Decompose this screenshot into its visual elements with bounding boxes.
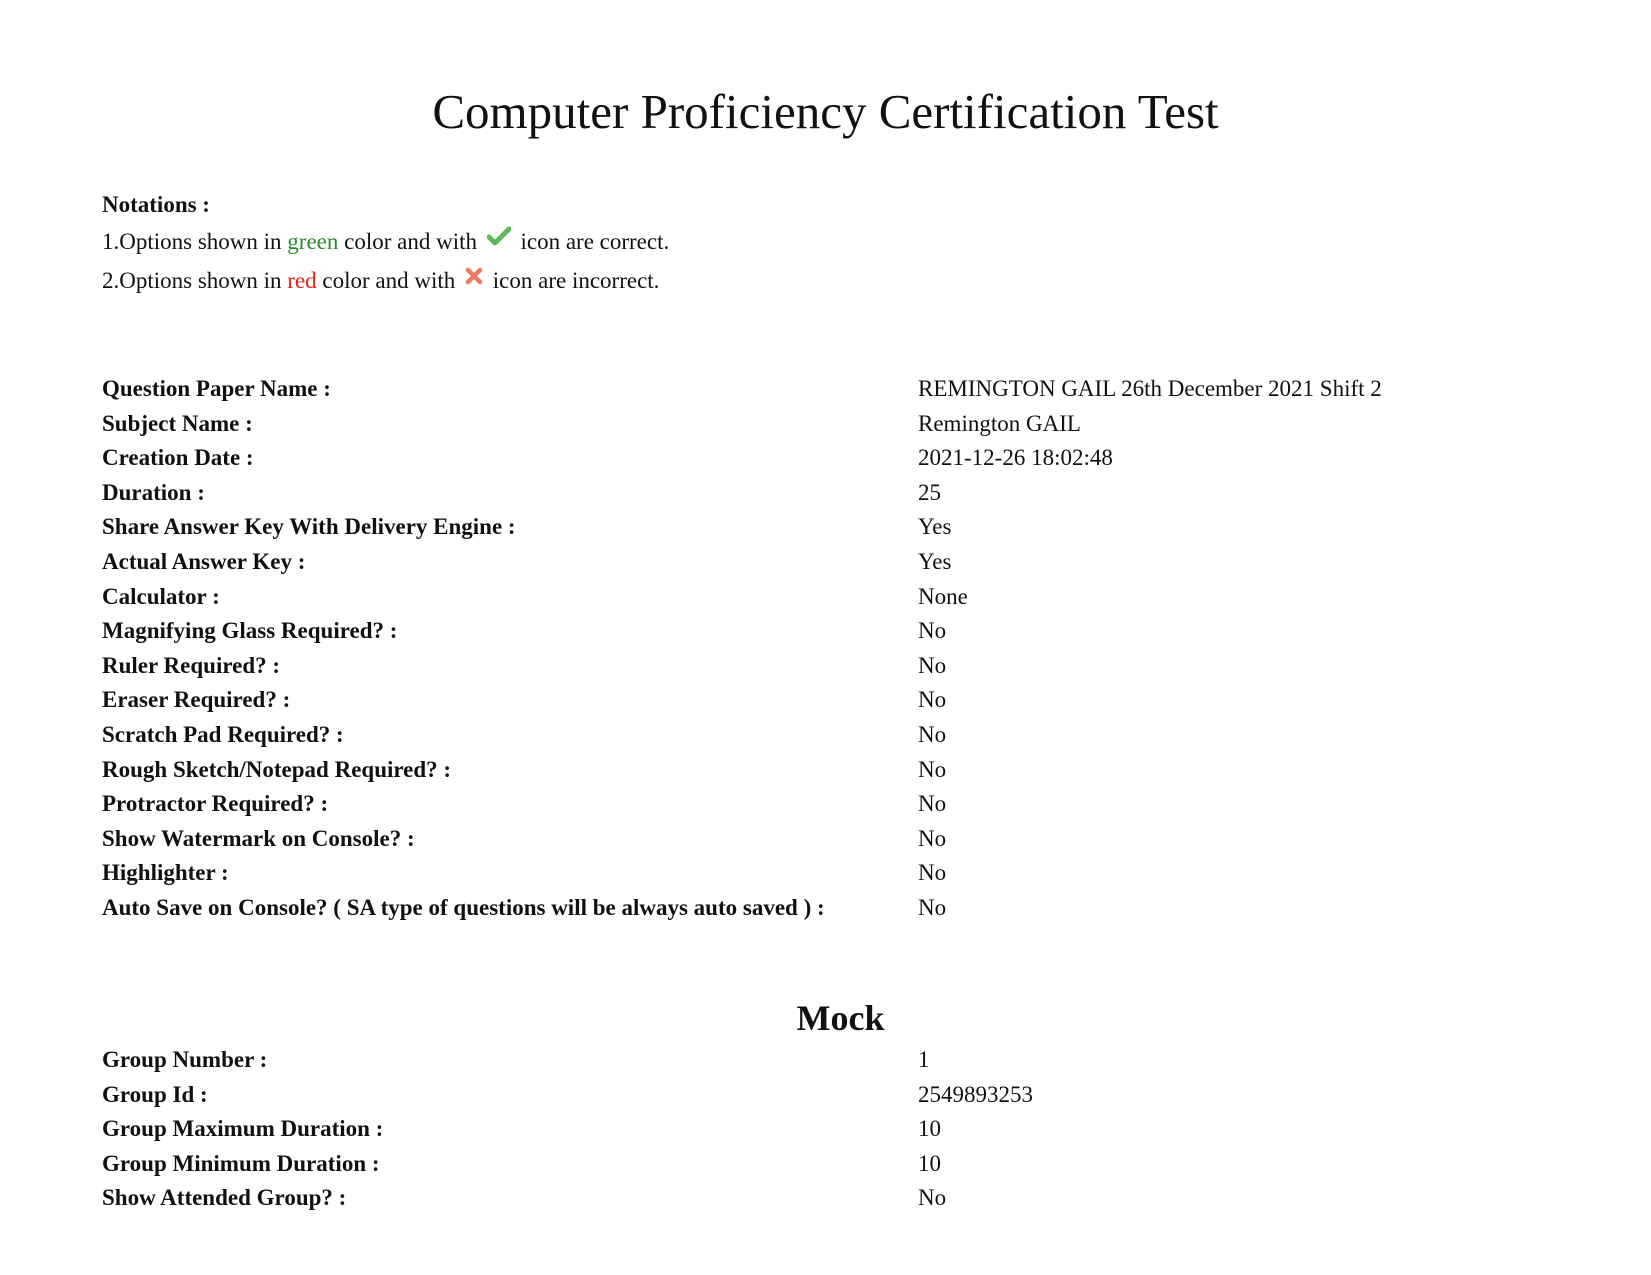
- group-details-table: [102, 1043, 1033, 1216]
- field-value: Yes: [918, 514, 952, 540]
- notation-incorrect-prefix: 2.Options shown in: [102, 268, 288, 294]
- paper-detail-row: [102, 822, 1382, 857]
- field-value: 10: [918, 1116, 941, 1142]
- field-label: Group Number :: [102, 1047, 268, 1072]
- section-title: Mock: [796, 998, 885, 1038]
- paper-detail-row: [102, 614, 1382, 649]
- paper-detail-row: [102, 856, 1382, 891]
- field-value: No: [918, 618, 947, 644]
- notation-incorrect-line: [102, 262, 669, 301]
- page-title: Computer Proficiency Certification Test: [432, 84, 1219, 139]
- field-value: No: [918, 791, 947, 817]
- field-label: Rough Sketch/Notepad Required? :: [102, 756, 452, 782]
- paper-detail-row: [102, 372, 1382, 407]
- field-label: Show Attended Group? :: [102, 1185, 347, 1211]
- cross-icon: [465, 259, 483, 296]
- field-value: Remington GAIL: [918, 410, 1081, 436]
- notations-block: [102, 186, 669, 301]
- notation-correct-middle: color and with: [338, 229, 483, 254]
- field-value: No: [918, 894, 947, 920]
- paper-detail-row: [102, 510, 1382, 545]
- field-value: No: [918, 1185, 947, 1211]
- paper-detail-row: [102, 787, 1382, 822]
- field-label: Subject Name :: [102, 410, 253, 436]
- field-label: Share Answer Key With Delivery Engine :: [102, 514, 516, 540]
- field-label: Auto Save on Console? ( SA type of questions will be always auto saved ) :: [102, 894, 825, 920]
- field-value: 2549893253: [918, 1081, 1033, 1107]
- paper-detail-row: [102, 545, 1382, 580]
- notation-correct-line: [102, 223, 669, 262]
- field-value: 1: [918, 1047, 930, 1072]
- field-label: Highlighter :: [102, 860, 229, 886]
- field-label: Show Watermark on Console? :: [102, 825, 415, 851]
- field-value: 25: [918, 479, 941, 505]
- group-detail-row: [102, 1112, 1033, 1147]
- notation-incorrect-middle: color and with: [316, 268, 462, 294]
- field-label: Question Paper Name :: [102, 376, 331, 401]
- field-label: Actual Answer Key :: [102, 548, 306, 574]
- notation-correct-prefix: 1.Options shown in: [102, 229, 288, 254]
- notation-red-word: red: [287, 268, 317, 294]
- group-detail-row: [102, 1147, 1033, 1182]
- field-value: REMINGTON GAIL 26th December 2021 Shift 2: [918, 376, 1382, 401]
- field-label: Duration :: [102, 479, 205, 505]
- paper-details-table: [102, 372, 1382, 926]
- group-detail-row: [102, 1078, 1033, 1113]
- field-label: Creation Date :: [102, 445, 254, 471]
- field-label: Magnifying Glass Required? :: [102, 618, 398, 644]
- field-label: Ruler Required? :: [102, 652, 281, 678]
- paper-detail-row: [102, 649, 1382, 684]
- paper-detail-row: [102, 891, 1382, 926]
- field-label: Group Maximum Duration :: [102, 1116, 384, 1142]
- field-value: No: [918, 825, 947, 851]
- paper-detail-row: [102, 476, 1382, 511]
- field-value: 2021-12-26 18:02:48: [918, 445, 1113, 471]
- paper-detail-row: [102, 407, 1382, 442]
- paper-detail-row: [102, 580, 1382, 615]
- paper-detail-row: [102, 718, 1382, 753]
- check-icon: [487, 220, 511, 257]
- field-value: None: [918, 583, 968, 609]
- group-detail-row: [102, 1043, 1033, 1078]
- field-value: No: [918, 652, 947, 678]
- field-value: Yes: [918, 548, 952, 574]
- field-value: No: [918, 687, 947, 713]
- field-label: Eraser Required? :: [102, 687, 291, 713]
- field-value: No: [918, 721, 947, 747]
- field-label: Scratch Pad Required? :: [102, 721, 344, 747]
- field-label: Calculator :: [102, 583, 220, 609]
- field-label: Protractor Required? :: [102, 791, 329, 817]
- paper-detail-row: [102, 683, 1382, 718]
- paper-detail-row: [102, 753, 1382, 788]
- field-value: 10: [918, 1150, 941, 1176]
- field-value: No: [918, 756, 947, 782]
- notation-incorrect-suffix: icon are incorrect.: [487, 268, 660, 294]
- group-detail-row: [102, 1181, 1033, 1216]
- field-label: Group Minimum Duration :: [102, 1150, 380, 1176]
- field-value: No: [918, 860, 947, 886]
- notation-correct-suffix: icon are correct.: [514, 229, 670, 254]
- field-label: Group Id :: [102, 1081, 208, 1107]
- notation-green-word: green: [287, 229, 339, 254]
- paper-detail-row: [102, 441, 1382, 476]
- notations-heading: Notations :: [102, 192, 210, 217]
